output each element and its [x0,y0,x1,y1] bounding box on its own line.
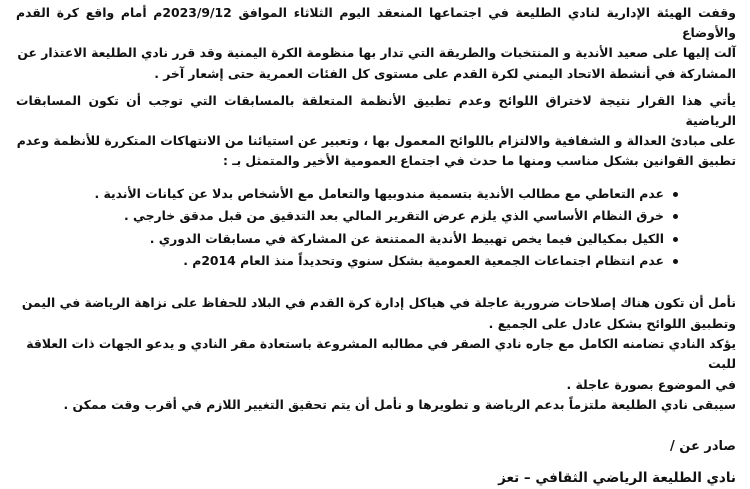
list-item [16,206,678,226]
list-item [16,184,678,204]
closing-line: وتطبيق اللوائح بشكل عادل على الجميع . [488,315,736,331]
intro-line: المشاركة في أنشطة الاتحاد اليمني لكرة القدم على مستوى كل الفئات العمرية حتى إشعار آخر . [154,65,736,81]
reasons-paragraph [16,91,736,172]
statement-document [16,0,736,489]
bullet-dot-icon [673,192,678,197]
list-item-text: خرق النظام الأساسي الذي يلزم عرض التقرير المالي بعد التدقيق من قبل مدقق خارجي . [124,208,664,224]
list-item-text: عدم التعاطي مع مطالب الأندية بتسمية مندوبيها والتعامل مع الأشخاص بدلا عن كيانات الأندية . [94,185,664,201]
reasons-line: تطبيق القوانين بشكل مناسب ومنها ما حدث في اجتماع العمومية الأخير والمتمثل بـ : [222,153,736,169]
list-item [16,229,678,249]
list-item [16,251,678,271]
intro-line: آلت إليها على صعيد الأندية و المنتخبات والطريقة التي تدار بها منظومة الكرة اليمنية وقد قرر نادي الطليعة الاعتذار عن [17,45,736,61]
organization-name: نادي الطليعة الرياضي الثقافي – تعز [498,469,736,486]
violations-list [16,184,736,272]
signature-block [16,436,736,489]
intro-paragraph [16,0,736,84]
reasons-line: على مبادئ العدالة و الشفافية والالتزام باللوائح المعمول بها ، وتعبير عن استيائنا من الانتهاكات المتكررة للأنظمة وعدم [16,133,736,149]
closing-line: سيبقى نادي الطليعة ملتزماً بدعم الرياضة و تطويرها و نأمل أن يتم تحقيق التغيير اللازم في أقرب وقت ممكن . [63,397,736,413]
intro-line: وقفت الهيئة الإدارية لنادي الطليعة في اجتماعها المنعقد اليوم الثلاثاء الموافق 2023/9/12م أمام واقع كرة القدم والأوضاع [16,5,736,41]
bullet-dot-icon [673,214,678,219]
reasons-line: يأتي هذا القرار نتيجة لاختراق اللوائح وعدم تطبيق الأنظمة المتعلقة بالمسابقات التي توجب أن تكون المسابقات الرياضية [16,92,736,129]
issued-by-label: صادر عن / [670,438,736,454]
closing-paragraph [16,293,736,415]
closing-line: في الموضوع بصورة عاجلة . [566,376,736,392]
list-item-text: الكيل بمكيالين فيما يخص تهبيط الأندية الممتنعة عن المشاركة في مسابقات الدوري . [149,230,664,246]
closing-line: يؤكد النادي تضامنه الكامل مع جاره نادي الصقر في مطالبه المشروعة باستعادة مقر النادي و يدعو الجهات ذات العلاقة للبت [26,335,736,372]
list-item-text: عدم انتظام اجتماعات الجمعية العمومية بشكل سنوي وتحديداً منذ العام 2014م . [183,253,664,269]
bullet-dot-icon [673,237,678,242]
closing-line: نأمل أن تكون هناك إصلاحات ضرورية عاجلة في هياكل إدارة كرة القدم في البلاد للحفاظ على نزاهة الرياضة في اليمن [21,295,736,311]
bullet-dot-icon [673,259,678,264]
